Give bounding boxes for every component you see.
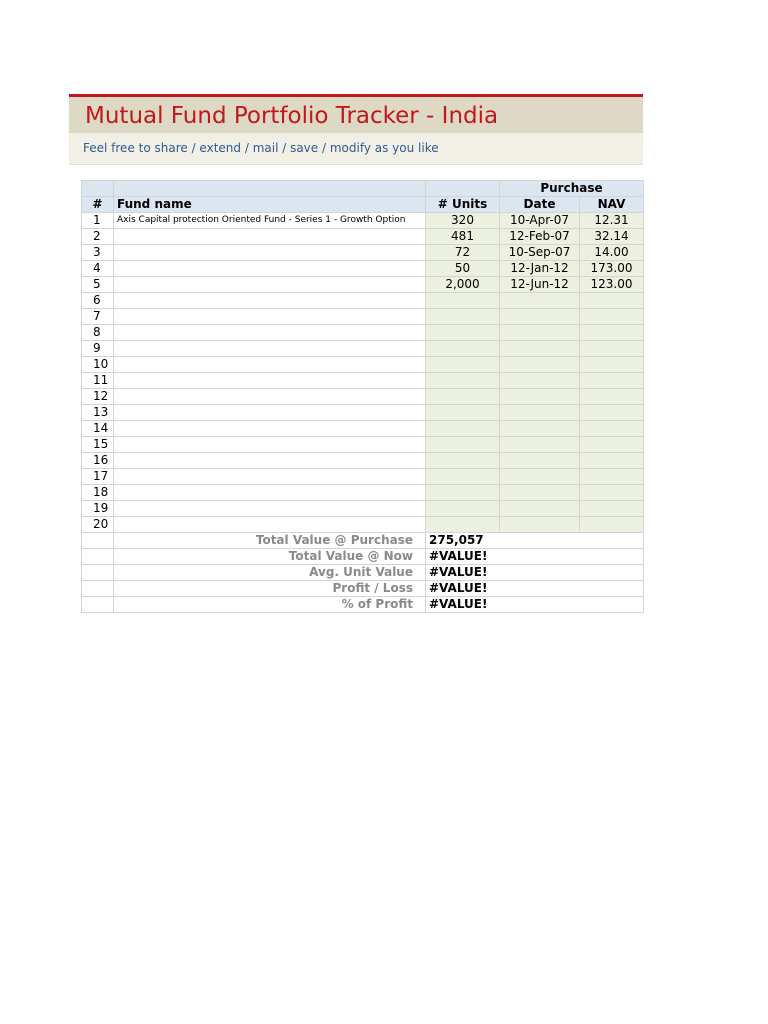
units-cell[interactable] — [426, 453, 500, 469]
purchase-group-header: Purchase — [500, 181, 644, 197]
page-subtitle: Feel free to share / extend / mail / save / modify as you like — [83, 141, 439, 155]
units-cell[interactable] — [426, 373, 500, 389]
summary-value: #VALUE! — [426, 597, 644, 613]
summary-blank-cell — [82, 597, 114, 613]
units-cell[interactable] — [426, 501, 500, 517]
purchase-date-cell[interactable]: 12-Jan-12 — [500, 261, 580, 277]
units-cell[interactable] — [426, 357, 500, 373]
table-row — [82, 229, 644, 245]
table-row — [82, 485, 644, 501]
fund-name-cell[interactable] — [114, 469, 426, 485]
row-index-cell: 11 — [82, 373, 114, 389]
units-cell[interactable] — [426, 325, 500, 341]
units-cell[interactable]: 72 — [426, 245, 500, 261]
table-row — [82, 309, 644, 325]
fund-name-cell[interactable] — [114, 293, 426, 309]
fund-name-cell[interactable] — [114, 453, 426, 469]
row-index-cell: 4 — [82, 261, 114, 277]
purchase-nav-cell[interactable] — [580, 389, 644, 405]
summary-row — [82, 581, 644, 597]
fund-name-cell[interactable]: Axis Capital protection Oriented Fund - Series 1 - Growth Option — [114, 213, 426, 229]
purchase-date-cell[interactable] — [500, 405, 580, 421]
purchase-nav-cell[interactable] — [580, 357, 644, 373]
summary-row — [82, 597, 644, 613]
group-header-row — [82, 181, 644, 197]
purchase-nav-cell[interactable] — [580, 517, 644, 533]
summary-value: #VALUE! — [426, 581, 644, 597]
summary-value: 275,057 — [426, 533, 644, 549]
fund-name-cell[interactable] — [114, 261, 426, 277]
purchase-date-cell[interactable] — [500, 421, 580, 437]
summary-value: #VALUE! — [426, 549, 644, 565]
fund-name-cell[interactable] — [114, 325, 426, 341]
purchase-nav-cell[interactable] — [580, 437, 644, 453]
units-cell[interactable]: 2,000 — [426, 277, 500, 293]
purchase-date-cell[interactable] — [500, 485, 580, 501]
table-row — [82, 437, 644, 453]
purchase-date-cell[interactable] — [500, 501, 580, 517]
purchase-nav-cell[interactable]: 14.00 — [580, 245, 644, 261]
purchase-nav-cell[interactable] — [580, 341, 644, 357]
purchase-date-cell[interactable] — [500, 389, 580, 405]
fund-name-cell[interactable] — [114, 517, 426, 533]
purchase-date-cell[interactable]: 12-Feb-07 — [500, 229, 580, 245]
table-row — [82, 453, 644, 469]
table-row — [82, 357, 644, 373]
row-index-cell: 6 — [82, 293, 114, 309]
table-row — [82, 293, 644, 309]
fund-name-cell[interactable] — [114, 437, 426, 453]
table-row — [82, 405, 644, 421]
purchase-nav-cell[interactable] — [580, 309, 644, 325]
purchase-date-cell[interactable] — [500, 373, 580, 389]
row-index-cell: 14 — [82, 421, 114, 437]
units-cell[interactable] — [426, 469, 500, 485]
purchase-date-cell[interactable] — [500, 357, 580, 373]
summary-label: % of Profit — [114, 597, 426, 613]
summary-row — [82, 549, 644, 565]
units-cell[interactable] — [426, 517, 500, 533]
purchase-nav-cell[interactable] — [580, 469, 644, 485]
purchase-nav-cell[interactable]: 12.31 — [580, 213, 644, 229]
row-index-cell: 10 — [82, 357, 114, 373]
table-row — [82, 389, 644, 405]
fund-name-cell[interactable] — [114, 389, 426, 405]
row-index-cell: 2 — [82, 229, 114, 245]
row-index-cell: 12 — [82, 389, 114, 405]
summary-label: Avg. Unit Value — [114, 565, 426, 581]
header-cell-blank — [426, 181, 500, 197]
table-row — [82, 341, 644, 357]
row-index-cell: 9 — [82, 341, 114, 357]
units-cell[interactable] — [426, 341, 500, 357]
fund-name-cell[interactable] — [114, 357, 426, 373]
purchase-nav-cell[interactable] — [580, 453, 644, 469]
row-index-cell: 16 — [82, 453, 114, 469]
fund-name-cell[interactable] — [114, 245, 426, 261]
table-row — [82, 261, 644, 277]
units-cell[interactable] — [426, 421, 500, 437]
column-header-date: Date — [500, 197, 580, 213]
summary-row — [82, 533, 644, 549]
column-header-index: # — [82, 197, 114, 213]
summary-blank-cell — [82, 581, 114, 597]
purchase-nav-cell[interactable]: 173.00 — [580, 261, 644, 277]
subtitle-band — [69, 133, 643, 165]
purchase-nav-cell[interactable] — [580, 405, 644, 421]
header-cell-blank — [114, 181, 426, 197]
summary-label: Total Value @ Purchase — [114, 533, 426, 549]
table-row — [82, 277, 644, 293]
units-cell[interactable] — [426, 485, 500, 501]
table-row — [82, 501, 644, 517]
header — [69, 94, 643, 164]
row-index-cell: 8 — [82, 325, 114, 341]
purchase-nav-cell[interactable]: 123.00 — [580, 277, 644, 293]
column-header-row — [82, 197, 644, 213]
header-cell-blank — [82, 181, 114, 197]
row-index-cell: 3 — [82, 245, 114, 261]
row-index-cell: 1 — [82, 213, 114, 229]
column-header-fund-name: Fund name — [114, 197, 426, 213]
units-cell[interactable] — [426, 405, 500, 421]
fund-name-cell[interactable] — [114, 501, 426, 517]
row-index-cell: 19 — [82, 501, 114, 517]
table-row — [82, 325, 644, 341]
column-header-units: # Units — [426, 197, 500, 213]
table-row — [82, 213, 644, 229]
summary-blank-cell — [82, 565, 114, 581]
portfolio-table — [81, 180, 644, 613]
fund-name-cell[interactable] — [114, 277, 426, 293]
fund-name-cell[interactable] — [114, 421, 426, 437]
row-index-cell: 15 — [82, 437, 114, 453]
row-index-cell: 7 — [82, 309, 114, 325]
units-cell[interactable] — [426, 309, 500, 325]
purchase-date-cell[interactable] — [500, 437, 580, 453]
purchase-date-cell[interactable] — [500, 469, 580, 485]
purchase-date-cell[interactable] — [500, 309, 580, 325]
purchase-nav-cell[interactable] — [580, 421, 644, 437]
units-cell[interactable] — [426, 389, 500, 405]
purchase-nav-cell[interactable]: 32.14 — [580, 229, 644, 245]
fund-name-cell[interactable] — [114, 341, 426, 357]
purchase-date-cell[interactable]: 10-Apr-07 — [500, 213, 580, 229]
summary-row — [82, 565, 644, 581]
fund-name-cell[interactable] — [114, 309, 426, 325]
table-row — [82, 469, 644, 485]
purchase-date-cell[interactable] — [500, 517, 580, 533]
purchase-nav-cell[interactable] — [580, 485, 644, 501]
row-index-cell: 13 — [82, 405, 114, 421]
purchase-date-cell[interactable]: 10-Sep-07 — [500, 245, 580, 261]
row-index-cell: 20 — [82, 517, 114, 533]
table-row — [82, 373, 644, 389]
summary-label: Profit / Loss — [114, 581, 426, 597]
summary-blank-cell — [82, 549, 114, 565]
fund-name-cell[interactable] — [114, 405, 426, 421]
purchase-date-cell[interactable] — [500, 293, 580, 309]
fund-name-cell[interactable] — [114, 485, 426, 501]
summary-label: Total Value @ Now — [114, 549, 426, 565]
units-cell[interactable]: 50 — [426, 261, 500, 277]
purchase-nav-cell[interactable] — [580, 325, 644, 341]
column-header-nav: NAV — [580, 197, 644, 213]
units-cell[interactable]: 481 — [426, 229, 500, 245]
row-index-cell: 17 — [82, 469, 114, 485]
purchase-date-cell[interactable] — [500, 325, 580, 341]
fund-name-cell[interactable] — [114, 373, 426, 389]
row-index-cell: 5 — [82, 277, 114, 293]
page-title: Mutual Fund Portfolio Tracker - India — [85, 103, 499, 129]
summary-value: #VALUE! — [426, 565, 644, 581]
purchase-nav-cell[interactable] — [580, 501, 644, 517]
purchase-date-cell[interactable] — [500, 341, 580, 357]
title-band — [69, 97, 643, 133]
units-cell[interactable] — [426, 293, 500, 309]
row-index-cell: 18 — [82, 485, 114, 501]
table-row — [82, 421, 644, 437]
table-row — [82, 245, 644, 261]
purchase-nav-cell[interactable] — [580, 373, 644, 389]
summary-blank-cell — [82, 533, 114, 549]
purchase-date-cell[interactable]: 12-Jun-12 — [500, 277, 580, 293]
fund-name-cell[interactable] — [114, 229, 426, 245]
units-cell[interactable] — [426, 437, 500, 453]
purchase-date-cell[interactable] — [500, 453, 580, 469]
table-row — [82, 517, 644, 533]
units-cell[interactable]: 320 — [426, 213, 500, 229]
purchase-nav-cell[interactable] — [580, 293, 644, 309]
